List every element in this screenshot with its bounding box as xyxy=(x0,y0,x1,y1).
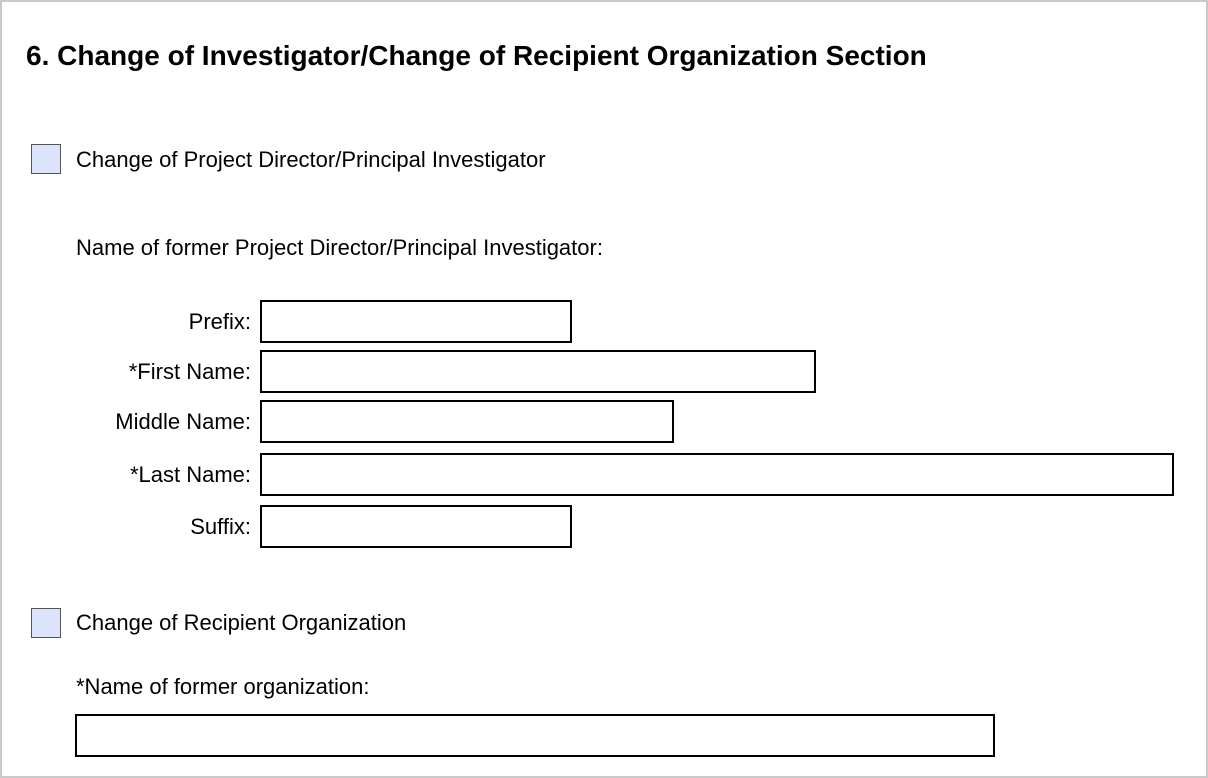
former-investigator-heading: Name of former Project Director/Principal Investigator: xyxy=(76,235,603,260)
former-organization-label: *Name of former organization: xyxy=(76,674,370,699)
prefix-input[interactable] xyxy=(260,300,572,343)
prefix-label: Prefix: xyxy=(188,309,251,334)
change-organization-label: Change of Recipient Organization xyxy=(76,610,407,635)
suffix-input[interactable] xyxy=(260,505,572,548)
last-name-input[interactable] xyxy=(260,453,1174,496)
middle-name-input[interactable] xyxy=(260,400,674,443)
section-title: 6. Change of Investigator/Change of Recipient Organization Section xyxy=(26,40,927,71)
first-name-label: *First Name: xyxy=(128,359,251,384)
first-name-input[interactable] xyxy=(260,350,816,393)
former-organization-input[interactable] xyxy=(75,714,995,757)
last-name-label: *Last Name: xyxy=(129,462,251,487)
change-investigator-label: Change of Project Director/Principal Investigator xyxy=(76,147,546,172)
change-investigator-checkbox[interactable] xyxy=(31,144,61,174)
middle-name-label: Middle Name: xyxy=(115,409,251,434)
suffix-label: Suffix: xyxy=(190,514,251,539)
change-organization-checkbox[interactable] xyxy=(31,608,61,638)
